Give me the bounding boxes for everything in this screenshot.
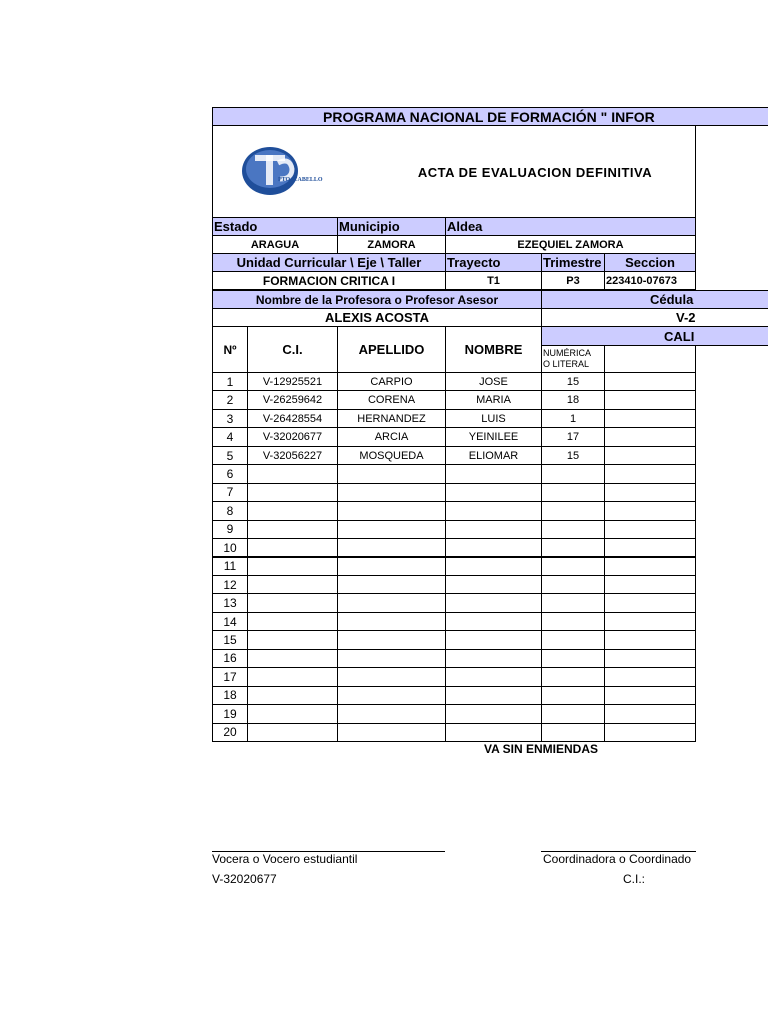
row-nombre: YEINILEE: [445, 427, 542, 446]
coordinador-label: Coordinadora o Coordinado: [543, 852, 692, 866]
institution-logo: [240, 141, 330, 199]
col-header-nombre: NOMBRE: [445, 326, 542, 373]
row-nombre: [445, 593, 542, 612]
numerica-subheader: [541, 345, 605, 373]
row-ci: [247, 538, 338, 557]
row-nota: [541, 557, 605, 576]
row-apellido: [337, 723, 446, 742]
row-number: 14: [212, 612, 248, 631]
row-nombre: [445, 520, 542, 539]
row-nota: [541, 723, 605, 742]
row-literal: [604, 593, 696, 612]
row-ci: [247, 464, 338, 483]
row-ci: [247, 649, 338, 668]
trayecto-value: T1: [445, 271, 542, 290]
row-literal: [604, 557, 696, 576]
aldea-value: EZEQUIEL ZAMORA: [445, 235, 696, 254]
evaluation-sheet: [212, 107, 768, 747]
row-nombre: [445, 538, 542, 557]
row-literal: [604, 390, 696, 409]
row-nombre: [445, 501, 542, 520]
row-ci: [247, 483, 338, 502]
row-ci: V-12925521: [247, 372, 338, 391]
col-header-no: Nº: [212, 326, 248, 373]
trayecto-label: Trayecto: [445, 253, 542, 272]
row-ci: [247, 501, 338, 520]
row-apellido: HERNANDEZ: [337, 409, 446, 428]
unidad-label: Unidad Curricular \ Eje \ Taller: [212, 253, 446, 272]
row-apellido: CARPIO: [337, 372, 446, 391]
row-ci: V-26259642: [247, 390, 338, 409]
row-nombre: [445, 612, 542, 631]
row-nombre: [445, 723, 542, 742]
municipio-label: Municipio: [337, 217, 446, 236]
row-apellido: [337, 686, 446, 705]
row-literal: [604, 723, 696, 742]
teacher-name-value: ALEXIS ACOSTA: [212, 308, 542, 327]
row-nota: [541, 630, 605, 649]
numerica-line-1: NUMÉRICA: [543, 348, 592, 358]
row-nota: [541, 538, 605, 557]
row-number: 3: [212, 409, 248, 428]
numerica-line-2: O LITERAL: [543, 359, 590, 369]
row-nota: [541, 501, 605, 520]
row-apellido: [337, 704, 446, 723]
row-number: 4: [212, 427, 248, 446]
row-apellido: ARCIA: [337, 427, 446, 446]
row-literal: [604, 501, 696, 520]
row-literal: [604, 520, 696, 539]
row-number: 16: [212, 649, 248, 668]
row-nombre: [445, 464, 542, 483]
row-number: 6: [212, 464, 248, 483]
row-literal: [604, 630, 696, 649]
seccion-value: 223410-07673: [604, 271, 696, 290]
row-apellido: [337, 649, 446, 668]
row-number: 7: [212, 483, 248, 502]
row-number: 17: [212, 667, 248, 686]
row-nota: [541, 464, 605, 483]
row-nombre: LUIS: [445, 409, 542, 428]
row-apellido: [337, 575, 446, 594]
row-nota: 15: [541, 372, 605, 391]
row-number: 11: [212, 557, 248, 576]
row-number: 9: [212, 520, 248, 539]
row-nota: 1: [541, 409, 605, 428]
row-apellido: [337, 667, 446, 686]
row-nota: 15: [541, 446, 605, 465]
row-literal: [604, 409, 696, 428]
logo-text: PTO. CABELLO: [278, 177, 323, 183]
row-apellido: MOSQUEDA: [337, 446, 446, 465]
row-literal: [604, 704, 696, 723]
row-nombre: [445, 575, 542, 594]
row-nombre: [445, 483, 542, 502]
estado-label: Estado: [212, 217, 338, 236]
row-number: 10: [212, 538, 248, 557]
row-number: 1: [212, 372, 248, 391]
calificacion-header: CALI: [541, 326, 768, 346]
cedula-value: V-2: [541, 308, 768, 327]
row-apellido: [337, 612, 446, 631]
literal-subheader: [604, 345, 696, 373]
row-number: 12: [212, 575, 248, 594]
row-nombre: ELIOMAR: [445, 446, 542, 465]
seccion-label: Seccion: [604, 253, 696, 272]
row-ci: [247, 557, 338, 576]
row-number: 15: [212, 630, 248, 649]
row-nota: 18: [541, 390, 605, 409]
estado-value: ARAGUA: [212, 235, 338, 254]
cedula-label: Cédula: [541, 290, 768, 309]
row-nota: 17: [541, 427, 605, 446]
vocero-label: Vocera o Vocero estudiantil: [212, 852, 358, 866]
row-apellido: [337, 630, 446, 649]
row-nombre: [445, 630, 542, 649]
row-number: 5: [212, 446, 248, 465]
municipio-value: ZAMORA: [337, 235, 446, 254]
row-ci: [247, 667, 338, 686]
row-ci: [247, 704, 338, 723]
row-literal: [604, 686, 696, 705]
row-ci: V-32020677: [247, 427, 338, 446]
row-literal: [604, 483, 696, 502]
row-nota: [541, 686, 605, 705]
acta-title: ACTA DE EVALUACION DEFINITIVA: [417, 164, 653, 180]
row-literal: [604, 464, 696, 483]
row-literal: [604, 427, 696, 446]
col-header-ci: C.I.: [247, 326, 338, 373]
row-literal: [604, 667, 696, 686]
row-apellido: [337, 557, 446, 576]
col-header-apellido: APELLIDO: [337, 326, 446, 373]
program-title: PROGRAMA NACIONAL DE FORMACIÓN " INFOR: [212, 107, 768, 126]
row-nombre: MARIA: [445, 390, 542, 409]
row-literal: [604, 446, 696, 465]
row-number: 18: [212, 686, 248, 705]
row-apellido: [337, 483, 446, 502]
row-nombre: [445, 686, 542, 705]
row-literal: [604, 575, 696, 594]
row-nombre: [445, 649, 542, 668]
row-nota: [541, 483, 605, 502]
row-number: 13: [212, 593, 248, 612]
aldea-label: Aldea: [445, 217, 696, 236]
row-apellido: [337, 464, 446, 483]
row-nota: [541, 667, 605, 686]
teacher-name-label: Nombre de la Profesora o Profesor Asesor: [212, 290, 542, 309]
row-apellido: [337, 538, 446, 557]
row-nombre: [445, 557, 542, 576]
row-apellido: [337, 501, 446, 520]
row-ci: [247, 630, 338, 649]
row-nota: [541, 649, 605, 668]
coordinador-ci-label: C.I.:: [623, 872, 646, 886]
trimestre-value: P3: [541, 271, 605, 290]
row-nota: [541, 704, 605, 723]
row-nota: [541, 520, 605, 539]
row-literal: [604, 538, 696, 557]
trimestre-label: Trimestre: [541, 253, 605, 272]
row-nombre: [445, 704, 542, 723]
row-apellido: [337, 520, 446, 539]
unidad-value: FORMACION CRITICA I: [212, 271, 446, 290]
row-nota: [541, 593, 605, 612]
row-literal: [604, 372, 696, 391]
row-ci: [247, 612, 338, 631]
row-number: 20: [212, 723, 248, 742]
row-ci: [247, 575, 338, 594]
row-number: 8: [212, 501, 248, 520]
row-apellido: CORENA: [337, 390, 446, 409]
row-nota: [541, 575, 605, 594]
row-ci: V-32056227: [247, 446, 338, 465]
row-literal: [604, 612, 696, 631]
row-literal: [604, 649, 696, 668]
row-ci: [247, 520, 338, 539]
row-number: 19: [212, 704, 248, 723]
row-nombre: [445, 667, 542, 686]
row-number: 2: [212, 390, 248, 409]
row-ci: [247, 723, 338, 742]
row-ci: [247, 686, 338, 705]
row-nota: [541, 612, 605, 631]
row-ci: [247, 593, 338, 612]
row-apellido: [337, 593, 446, 612]
vocero-ci: V-32020677: [212, 872, 277, 886]
row-ci: V-26428554: [247, 409, 338, 428]
sin-enmiendas-note: VA SIN ENMIENDAS: [484, 742, 599, 756]
row-nombre: JOSE: [445, 372, 542, 391]
